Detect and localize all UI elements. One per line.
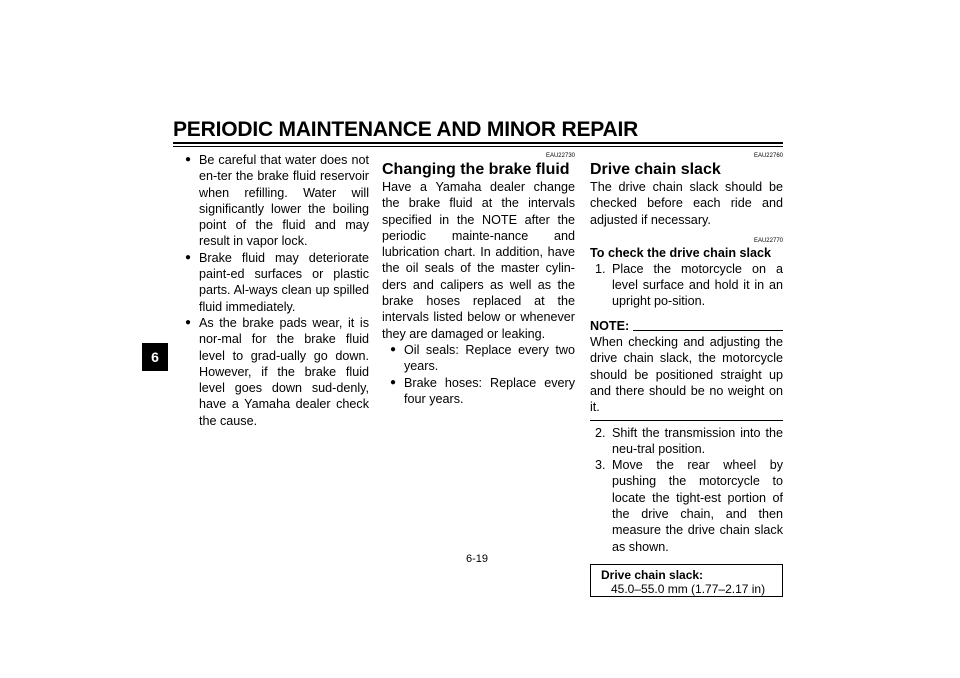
bullet-text: Brake fluid may deteriorate paint-ed surfaces or plastic parts. Al-ways clean up spilled fluid immediately. [199,250,369,314]
section-heading: Drive chain slack [590,161,721,178]
spec-label: Drive chain slack: [601,567,704,582]
page-title: PERIODIC MAINTENANCE AND MINOR REPAIR [173,118,639,141]
bullet-text: Be careful that water does not en-ter the brake fluid reservoir when refilling. Water will significantly lower the boiling point of the fluid and may result in vapor lock. [199,153,369,249]
column-3 [590,152,783,597]
column-1 [185,152,369,429]
bullet-text: As the brake pads wear, it is nor-mal for the brake fluid level to grad-ually go down. However, if the brake fluid level goes down sud-denly, have a Yamaha dealer check the cause. [199,315,369,428]
step-text: Shift the transmission into the neu-tral position. [612,425,783,456]
column-2 [382,152,575,407]
chapter-tab: 6 [142,343,168,371]
page-number: 6-19 [466,553,489,565]
title-rule-thin [173,146,783,147]
bullet-icon: ● [185,251,192,263]
list-item [185,250,369,315]
section-body: Have a Yamaha dealer change the brake fluid at the intervals specified in the NOTE after the periodic mainte-nance and lubrication chart. In addition, have the oil seals of the master cylin-ders and calipers as well as the brake hoses replaced at the intervals listed below or whenever they are damaged or leaking. [382,180,575,341]
subsection-code: EAU22770 [753,237,783,244]
spec-box [590,564,783,597]
step-item [595,261,783,310]
step-text: Place the motorcycle on a level surface and hold it in an upright po-sition. [612,261,783,309]
list-item [185,152,369,250]
note-end-rule [590,420,783,421]
list-item [390,375,575,408]
step-number: 3. [595,458,606,473]
section-code: EAU22730 [545,153,575,159]
note-header [590,318,783,334]
note-text: When checking and adjusting the drive chain slack, the motorcycle should be positioned straight up and there should be no weight on it. [590,335,783,415]
list-item [185,315,369,429]
bullet-icon: ● [390,376,397,388]
note-label: NOTE: [590,318,630,333]
bullet-icon: ● [185,154,192,165]
step-number: 1. [595,261,606,276]
note-rule [633,330,783,331]
spec-value: 45.0–55.0 mm (1.77–2.17 in) [611,581,766,596]
step-number: 2. [595,425,606,440]
section-body: The drive chain slack should be checked before each ride and adjusted if necessary. [590,180,783,227]
bullet-text: Oil seals: Replace every two years. [404,342,575,374]
section-heading: Changing the brake fluid [382,161,570,178]
list-item [390,342,575,375]
subsection-heading: To check the drive chain slack [590,245,772,260]
bullet-text: Brake hoses: Replace every four years. [404,375,575,406]
title-rule-thick [173,142,783,144]
bullet-icon: ● [390,343,397,355]
step-item [595,425,783,458]
bullet-icon: ● [185,316,192,328]
step-text: Move the rear wheel by pushing the motorcycle to locate the tight-est portion of the drive chain, and then measure the drive chain slack as shown. [612,458,783,554]
step-item [595,457,783,555]
section-code: EAU22760 [753,153,783,159]
